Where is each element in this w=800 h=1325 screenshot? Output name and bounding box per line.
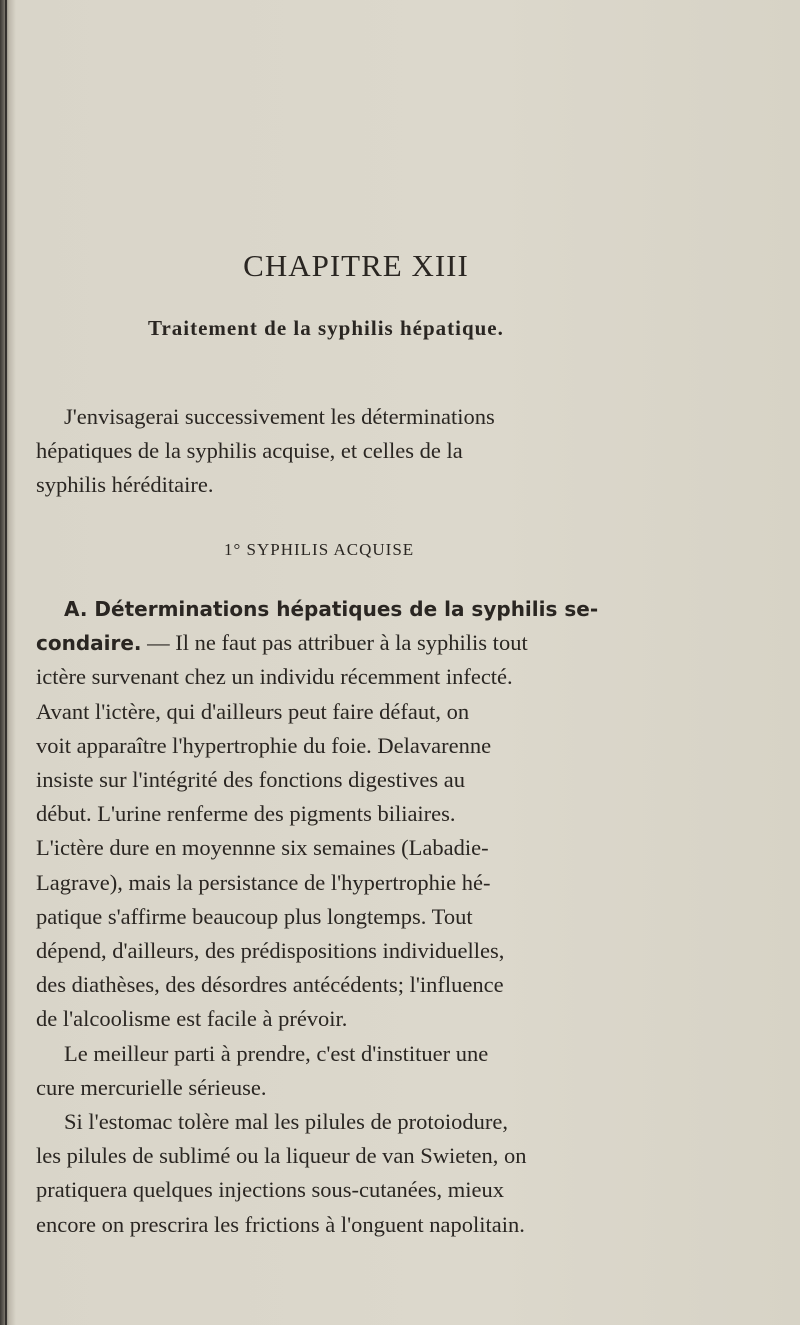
text-line: J'envisagerai successivement les déterminations bbox=[64, 404, 495, 429]
text-line: L'ictère dure en moyennne six semaines (Labadie- bbox=[36, 835, 489, 861]
subsection-label: A. Déterminations hépatiques de la syphilis se- bbox=[64, 597, 599, 621]
page-gutter-shadow bbox=[5, 0, 7, 1325]
text-line: patique s'affirme beaucoup plus longtemps. Tout bbox=[36, 903, 473, 929]
body-paragraph bbox=[36, 592, 776, 1242]
text-line: de l'alcoolisme est facile à prévoir. bbox=[36, 1006, 348, 1032]
section-heading: 1° SYPHILIS ACQUISE bbox=[224, 540, 415, 559]
text-fragment: — Il ne faut pas attribuer à la syphilis tout bbox=[141, 630, 528, 656]
text-line: encore on prescrira les frictions à l'onguent napolitain. bbox=[36, 1211, 525, 1237]
text-line: syphilis héréditaire. bbox=[36, 472, 214, 498]
text-line: les pilules de sublimé ou la liqueur de van Swieten, on bbox=[36, 1143, 527, 1169]
intro-paragraph bbox=[36, 400, 776, 503]
text-line: hépatiques de la syphilis acquise, et celles de la bbox=[36, 438, 463, 464]
text-line: des diathèses, des désordres antécédents; l'influence bbox=[36, 972, 504, 998]
text-line: voit apparaître l'hypertrophie du foie. Delavarenne bbox=[36, 732, 492, 758]
text-line: Le meilleur parti à prendre, c'est d'instituer une bbox=[64, 1040, 489, 1066]
text-line bbox=[36, 626, 776, 660]
chapter-heading: CHAPITRE XIII bbox=[243, 248, 469, 283]
chapter-title: Traitement de la syphilis hépatique. bbox=[148, 316, 504, 340]
text-line: insiste sur l'intégrité des fonctions digestives au bbox=[36, 767, 465, 793]
text-line: Si l'estomac tolère mal les pilules de protoiodure, bbox=[64, 1109, 508, 1135]
text-line bbox=[36, 592, 776, 626]
text-line: cure mercurielle sérieuse. bbox=[36, 1074, 267, 1100]
text-line: dépend, d'ailleurs, des prédispositions individuelles, bbox=[36, 938, 505, 964]
text-line: Avant l'ictère, qui d'ailleurs peut faire défaut, on bbox=[36, 698, 470, 724]
text-line: pratiquera quelques injections sous-cutanées, mieux bbox=[36, 1177, 504, 1203]
text-line: ictère survenant chez un individu récemment infecté. bbox=[36, 664, 513, 690]
text-line: Lagrave), mais la persistance de l'hypertrophie hé- bbox=[36, 869, 491, 895]
text-line: début. L'urine renferme des pigments biliaires. bbox=[36, 801, 456, 827]
subsection-label-continued: condaire. bbox=[36, 631, 142, 656]
